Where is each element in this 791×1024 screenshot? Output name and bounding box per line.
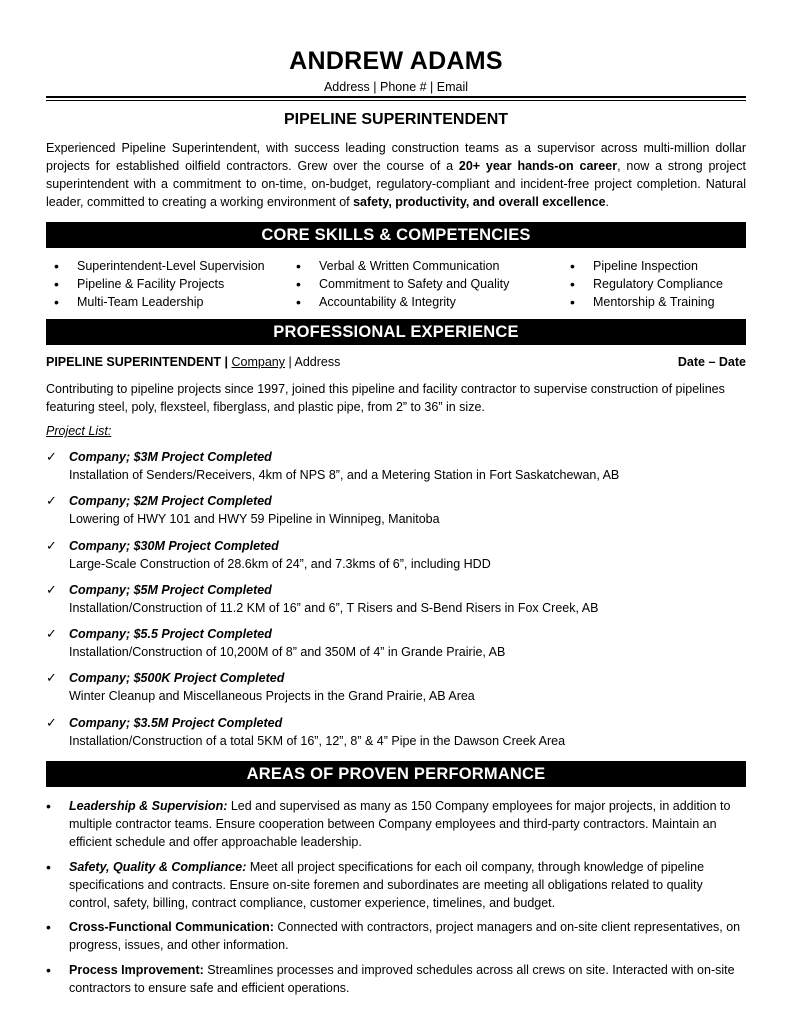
summary-bold-2: safety, productivity, and overall excellence bbox=[353, 195, 606, 209]
job-separator-1: | bbox=[221, 355, 232, 369]
job-header-left bbox=[46, 353, 340, 371]
skills-column-2 bbox=[288, 257, 562, 311]
skill-item: • Regulatory Compliance bbox=[562, 275, 746, 293]
performance-text: Led and supervised as many as 150 Company employees for major projects, in addition to multiple contractor teams. Ensure cooperation between Company employees and third-party contractors. Maintain an efficient schedule and offer approachable leadership. bbox=[69, 799, 731, 849]
checkmark-icon: ✓ bbox=[46, 670, 57, 686]
job-description: Contributing to pipeline projects since 1997, joined this pipeline and facility contractor to supervise construction of pipelines featuring steel, poly, flexsteel, fiberglass, and plastic pipe, from 2” to 36” in size. bbox=[46, 382, 725, 414]
contact-line: Address | Phone # | Email bbox=[323, 80, 469, 94]
skills-column-1 bbox=[46, 257, 288, 311]
performance-list bbox=[46, 797, 746, 1003]
skills-column-3 bbox=[562, 257, 746, 311]
bullet-icon: • bbox=[46, 798, 51, 814]
performance-label: Safety, Quality & Compliance: bbox=[69, 859, 247, 874]
skill-item: • Superintendent-Level Supervision bbox=[46, 257, 288, 275]
job-position: PIPELINE SUPERINTENDENT bbox=[46, 355, 222, 369]
project-item bbox=[46, 492, 746, 528]
job-header-line bbox=[46, 353, 746, 371]
job-dates: Date – Date bbox=[677, 355, 746, 369]
summary-bold-1: 20+ year hands-on career bbox=[458, 159, 618, 173]
candidate-name: ANDREW ADAMS bbox=[289, 47, 503, 75]
checkmark-icon: ✓ bbox=[46, 449, 57, 464]
performance-label: Leadership & Supervision: bbox=[69, 799, 228, 813]
performance-text: Streamlines processes and improved schedules across all crews on site. Interacted with on-site contractors to ensure safe and efficient operations. bbox=[69, 962, 735, 995]
skill-item: • Accountability & Integrity bbox=[288, 293, 562, 311]
bullet-icon: • bbox=[46, 858, 51, 875]
skill-item: • Multi-Team Leadership bbox=[46, 293, 288, 311]
checkmark-icon: ✓ bbox=[46, 581, 57, 597]
checkmark-icon: ✓ bbox=[46, 626, 57, 642]
project-heading: Company; $3.5M Project Completed bbox=[69, 715, 283, 730]
job-company: Company bbox=[231, 355, 285, 369]
section-banner-experience: PROFESSIONAL EXPERIENCE bbox=[46, 319, 746, 345]
project-item bbox=[46, 448, 746, 484]
checkmark-icon: ✓ bbox=[46, 537, 57, 553]
project-list bbox=[46, 448, 746, 758]
performance-text: Meet all project specifications for each oil company, through knowledge of pipeline specifications and contracts. Ensure on-site foremen and subordinates are meeting all obligations related to quality control, safety, billing, contract compliance, customer experience, timelines, and budget. bbox=[69, 859, 705, 910]
project-item bbox=[46, 669, 746, 705]
project-detail: Installation/Construction of 10,200M of 8” and 350M of 4” in Grande Prairie, AB bbox=[69, 645, 506, 660]
checkmark-icon: ✓ bbox=[46, 493, 57, 509]
project-heading: Company; $3M Project Completed bbox=[69, 450, 272, 464]
performance-label: Process Improvement: bbox=[69, 962, 204, 977]
project-detail: Installation/Construction of a total 5KM of 16”, 12”, 8” & 4” Pipe in the Dawson Creek Area bbox=[69, 733, 566, 748]
skill-item: • Verbal & Written Communication bbox=[288, 257, 562, 275]
performance-item bbox=[46, 797, 746, 851]
skill-item: • Pipeline Inspection bbox=[562, 257, 746, 275]
project-detail: Installation/Construction of 11.2 KM of 16” and 6”, T Risers and S-Bend Risers in Fox Creek, AB bbox=[69, 600, 599, 615]
summary-text-3: . bbox=[605, 195, 610, 209]
bullet-icon: • bbox=[46, 919, 51, 935]
project-heading: Company; $5M Project Completed bbox=[69, 582, 272, 597]
skill-item: • Commitment to Safety and Quality bbox=[288, 275, 562, 293]
header-rule-thin bbox=[46, 100, 746, 101]
project-detail: Lowering of HWY 101 and HWY 59 Pipeline in Winnipeg, Manitoba bbox=[69, 512, 440, 527]
skill-item: • Pipeline & Facility Projects bbox=[46, 275, 288, 293]
section-banner-performance: AREAS OF PROVEN PERFORMANCE bbox=[46, 761, 746, 787]
summary-paragraph bbox=[46, 139, 746, 211]
bullet-icon: • bbox=[46, 961, 51, 978]
project-heading: Company; $30M Project Completed bbox=[69, 538, 279, 553]
project-item bbox=[46, 714, 746, 750]
project-detail: Installation of Senders/Receivers, 4km of NPS 8”, and a Metering Station in Fort Saskatchewan, AB bbox=[69, 468, 620, 482]
summary-text-1: Experienced Pipeline Superintendent, with success leading construction teams as a supervisor across multi-million dollar projects for established oilfield contractors. Grew over the course of a bbox=[46, 141, 746, 173]
performance-item bbox=[46, 918, 746, 954]
performance-item bbox=[46, 961, 746, 997]
performance-text: Connected with contractors, project managers and on-site client representatives, on progress, issues, and other information. bbox=[69, 920, 741, 952]
job-title: PIPELINE SUPERINTENDENT bbox=[283, 111, 509, 128]
performance-label: Cross-Functional Communication: bbox=[69, 920, 274, 934]
summary-text-2: , now a strong project superintendent with a commitment to on-time, on-budget, regulatory-compliant and incident-free project completion. Natural leader, committed to creating a working environment of bbox=[46, 159, 746, 209]
project-heading: Company; $500K Project Completed bbox=[69, 671, 285, 686]
performance-item bbox=[46, 858, 746, 912]
project-heading: Company; $5.5 Project Completed bbox=[69, 627, 272, 642]
checkmark-icon: ✓ bbox=[46, 714, 57, 730]
project-detail: Winter Cleanup and Miscellaneous Projects in the Grand Prairie, AB Area bbox=[69, 689, 475, 704]
skills-grid bbox=[46, 257, 746, 311]
project-item bbox=[46, 581, 746, 617]
project-detail: Large-Scale Construction of 28.6km of 24”, and 7.3kms of 6”, including HDD bbox=[69, 556, 491, 571]
project-item bbox=[46, 625, 746, 661]
section-banner-skills: CORE SKILLS & COMPETENCIES bbox=[46, 222, 746, 248]
project-list-label: Project List: bbox=[46, 424, 112, 438]
header-rule-thick bbox=[46, 96, 746, 98]
job-separator-2: | bbox=[284, 355, 295, 369]
job-address: Address bbox=[294, 355, 341, 369]
project-item bbox=[46, 537, 746, 573]
skill-item: • Mentorship & Training bbox=[562, 293, 746, 311]
project-heading: Company; $2M Project Completed bbox=[69, 494, 272, 509]
